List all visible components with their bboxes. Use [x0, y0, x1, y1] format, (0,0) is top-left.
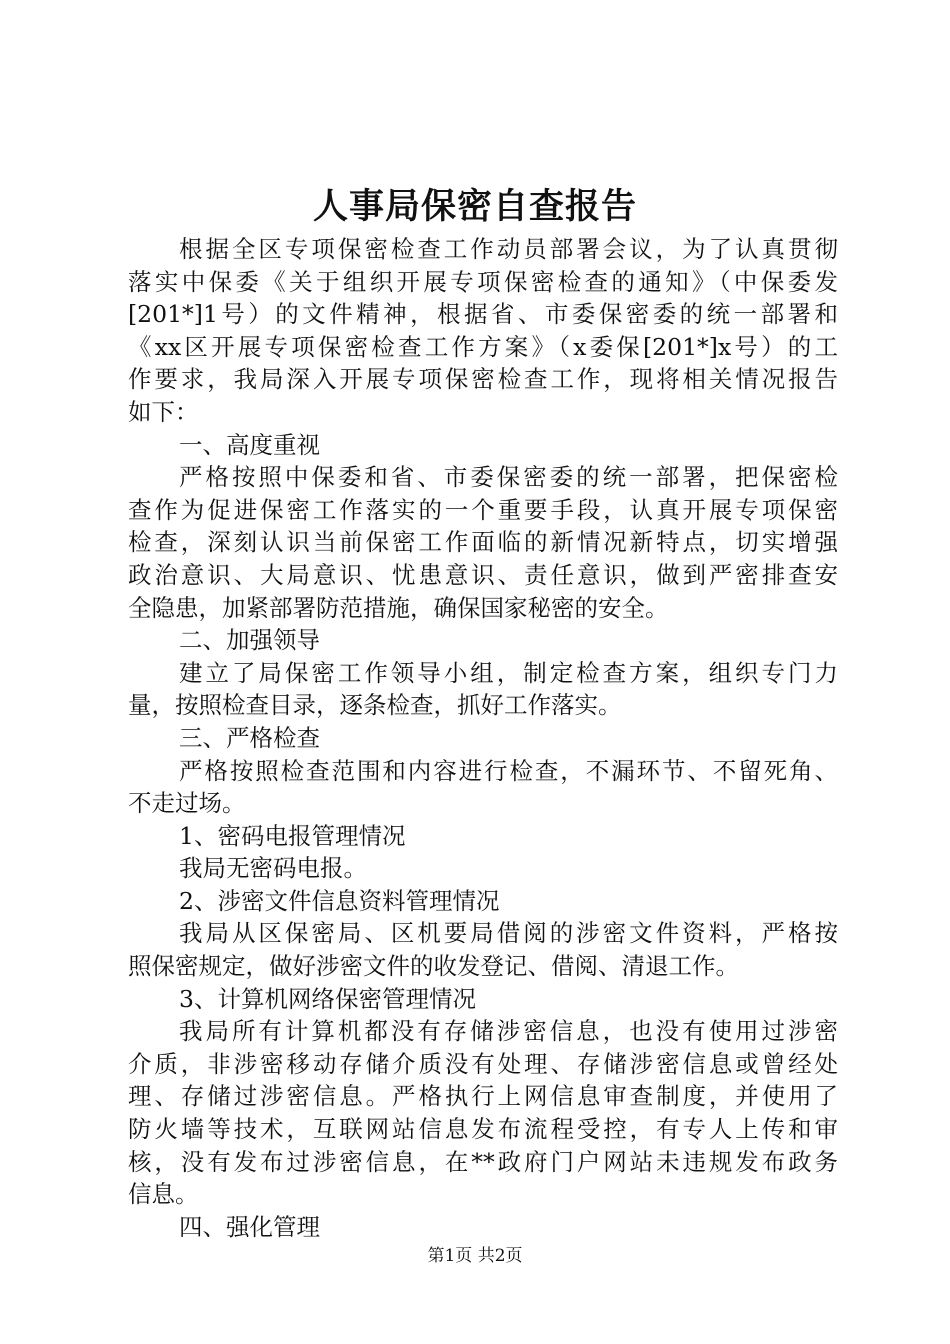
text-line: 根据全区专项保密检查工作动员部署会议，为了认真贯彻: [179, 235, 838, 263]
text-line: 检查，深刻认识当前保密工作面临的新情况新特点，切实增强: [128, 528, 838, 557]
text-line: 政治意识、大局意识、忧患意识、责任意识，做到严密排查安: [128, 560, 838, 589]
text-line: 不走过场。: [128, 789, 246, 818]
text-line: 我局从区保密局、区机要局借阅的涉密文件资料，严格按: [179, 919, 838, 948]
subsection-heading: 3、计算机网络保密管理情况: [179, 984, 476, 1013]
document-body: [128, 233, 838, 1243]
text-line: 核，没有发布过涉密信息，在**政府门户网站未违规发布政务: [128, 1147, 838, 1176]
text-line: 落实中保委《关于组织开展专项保密检查的通知》（中保委发: [128, 267, 838, 296]
text-line: 查作为促进保密工作落实的一个重要手段，认真开展专项保密: [128, 495, 838, 524]
text-line: 如下：: [128, 397, 199, 426]
text-line: 理、存储过涉密信息。严格执行上网信息审查制度，并使用了: [128, 1082, 838, 1111]
text-line: 量，按照检查目录，逐条检查，抓好工作落实。: [128, 691, 622, 720]
page-number-footer: 第1页 共2页: [427, 1246, 523, 1266]
text-line: 信息。: [128, 1180, 199, 1209]
text-line: [201*]1号）的文件精神，根据省、市委保密委的统一部署和: [128, 300, 838, 329]
subsection-heading: 2、涉密文件信息资料管理情况: [179, 886, 500, 915]
text-line: 照保密规定，做好涉密文件的收发登记、借阅、清退工作。: [128, 952, 739, 981]
document-title: 人事局保密自查报告: [312, 186, 637, 227]
text-line: 介质，非涉密移动存储介质没有处理、存储涉密信息或曾经处: [128, 1049, 838, 1078]
text-line: 严格按照中保委和省、市委保密委的统一部署，把保密检: [179, 463, 838, 492]
text-line: 作要求，我局深入开展专项保密检查工作，现将相关情况报告: [128, 365, 838, 394]
text-line: 建立了局保密工作领导小组，制定检查方案，组织专门力: [179, 658, 838, 687]
subsection-heading: 1、密码电报管理情况: [179, 821, 406, 850]
text-line: 我局所有计算机都没有存储涉密信息，也没有使用过涉密: [179, 1017, 838, 1046]
text-line: 防火墙等技术，互联网站信息发布流程受控，有专人上传和审: [128, 1115, 838, 1144]
text-line: 全隐患，加紧部署防范措施，确保国家秘密的安全。: [128, 593, 669, 622]
section-heading: 二、加强领导: [179, 626, 320, 655]
text-line: 严格按照检查范围和内容进行检查，不漏环节、不留死角、: [179, 756, 838, 785]
section-heading: 四、强化管理: [179, 1212, 320, 1241]
section-heading: 一、高度重视: [179, 430, 320, 459]
text-line: 我局无密码电报。: [179, 854, 367, 883]
section-heading: 三、严格检查: [179, 723, 320, 752]
text-line: 《xx区开展专项保密检查工作方案》（x委保[201*]x号）的工: [128, 332, 838, 361]
